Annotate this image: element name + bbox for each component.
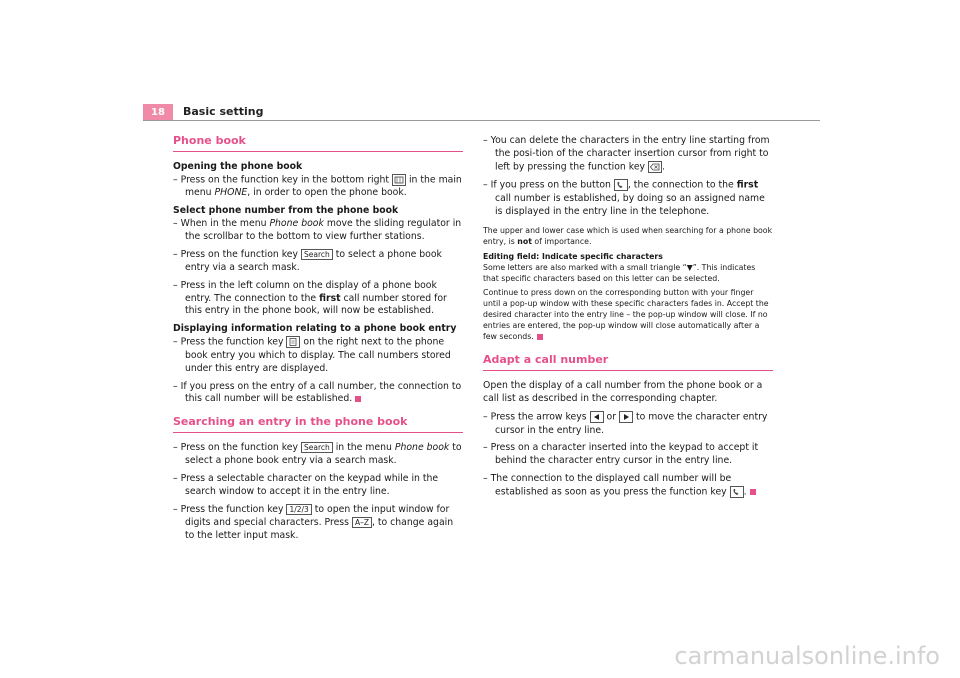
menu-name: Phone book <box>394 442 450 454</box>
dash: – <box>173 442 178 454</box>
watermark: carmanualsonline.info <box>674 642 940 670</box>
text: When in the menu <box>180 218 270 230</box>
text: or <box>603 411 619 423</box>
dash: – <box>173 248 178 260</box>
left-column <box>173 135 463 548</box>
text: Press on the function key <box>180 174 301 186</box>
dash: – <box>483 411 488 423</box>
list-item <box>173 174 463 200</box>
arrow-right-icon[interactable] <box>619 411 633 423</box>
dash: – <box>173 174 178 186</box>
special-characters-key[interactable]: 1/2/3 <box>286 504 311 515</box>
text: Continue to press down on the corresponding button with your finger until a pop-up window with these specific characters fades in. Accept the desired character into the entry line – the pop-up window will close. If no entries are entered, the pop-up window will close automatically after a few seconds. <box>483 288 769 341</box>
list-item <box>173 336 463 375</box>
backspace-icon[interactable] <box>648 161 662 173</box>
list-item <box>173 381 463 407</box>
list-item <box>173 249 463 275</box>
list-item <box>173 504 463 543</box>
subheading-opening: Opening the phone book <box>173 160 303 172</box>
text: call number is established, by doing so an assigned name is displayed in the entry line in the telephone. <box>495 192 765 217</box>
text: , in order to open the phone book. <box>247 187 407 199</box>
list-item <box>483 442 773 468</box>
text: Press on a character inserted into the keypad to accept it behind the character entry cursor in the entry line. <box>490 442 759 467</box>
heading-rule <box>173 432 463 433</box>
dash: – <box>483 442 488 454</box>
text: Press the function key <box>180 336 287 348</box>
text: in the menu <box>332 442 395 454</box>
menu-name: Phone book <box>269 218 324 230</box>
list-item <box>173 218 463 244</box>
emphasis: first <box>319 292 341 304</box>
text: . <box>662 161 665 173</box>
list-item <box>483 473 773 499</box>
text: Press the function key <box>180 503 287 515</box>
text: to move the character entry cursor in the entry line. <box>495 411 768 436</box>
dash: – <box>483 135 488 146</box>
list-item <box>173 442 463 468</box>
phone-keypad-icon[interactable] <box>392 174 406 186</box>
text: You can delete the characters in the entry line starting from the posi-tion of the character insertion cursor from right to left by pressing the function key <box>490 135 770 173</box>
dash: – <box>173 380 178 392</box>
search-key[interactable]: Search <box>301 249 333 260</box>
dash: – <box>483 179 488 191</box>
text: Press a selectable character on the keypad while in the search window to accept it in the entry line. <box>180 473 439 497</box>
dash: – <box>173 336 178 348</box>
text: Press on the function key <box>180 248 301 260</box>
text: on the right next to the phone book entry you which to display. The call numbers stored under this entry are displayed. <box>185 336 451 374</box>
text: to select a phone book entry via a search mask. <box>185 442 462 467</box>
section-end-marker <box>750 489 756 495</box>
text: call number stored for this entry in the phone book, will now be established. <box>185 292 447 317</box>
heading-phone-book: Phone book <box>173 134 246 147</box>
text: move the sliding regulator in the scrollbar to the bottom to view further stations. <box>185 218 462 242</box>
text: in the main menu <box>185 174 462 199</box>
text: Press in the left column on the display of a phone book entry. The connection to the <box>180 279 437 304</box>
text: If you press on the button <box>490 179 614 191</box>
text: If you press on the entry of a call number, the connection to this call number will be established. <box>180 380 462 405</box>
note-triangle: Some letters are also marked with a small triangle “▼”. This indicates that specific characters based on this letter can be selected. <box>483 262 756 283</box>
page-number: 18 <box>143 104 173 121</box>
subheading-displaying: Displaying information relating to a phone book entry <box>173 323 457 335</box>
text: to select a phone book entry via a search mask. <box>185 248 442 273</box>
arrow-left-icon[interactable] <box>590 411 604 423</box>
dash: – <box>173 279 178 291</box>
search-key[interactable]: Search <box>301 442 333 453</box>
heading-rule <box>173 151 463 152</box>
text: The connection to the displayed call number will be established as soon as you press the function key <box>490 473 732 498</box>
text: of importance. <box>531 237 592 247</box>
heading-searching: Searching an entry in the phone book <box>173 415 408 429</box>
dash: – <box>173 503 178 515</box>
letters-key[interactable]: A–Z <box>352 517 372 528</box>
list-item <box>483 179 773 218</box>
dash: – <box>483 473 488 485</box>
notes <box>483 226 773 342</box>
running-title: Basic setting <box>183 105 264 118</box>
text: , the connection to the <box>627 179 737 191</box>
list-item <box>173 473 463 499</box>
emphasis: not <box>517 237 532 247</box>
heading-rule <box>483 370 773 371</box>
text: , to change again to the letter input mask. <box>185 516 454 541</box>
paragraph-open-display: Open the display of a call number from the phone book or a call list as described in the corresponding chapter. <box>483 380 763 405</box>
section-end-marker <box>537 334 543 340</box>
heading-adapt: Adapt a call number <box>483 353 609 367</box>
text: in the bottom right <box>300 174 392 186</box>
list-item <box>173 280 463 319</box>
text: . <box>743 486 747 498</box>
menu-name: PHONE <box>214 187 248 199</box>
header-rule <box>143 120 820 121</box>
dash: – <box>173 218 178 230</box>
text: Press the arrow keys <box>490 411 590 423</box>
emphasis: first <box>736 179 759 191</box>
right-column <box>483 135 773 505</box>
text: The upper and lower case which is used when searching for a phone book entry, is <box>483 226 773 247</box>
note-title: Editing field: Indicate specific characters <box>483 252 663 262</box>
handset-icon[interactable] <box>730 486 744 498</box>
text: Press on the function key <box>180 442 301 454</box>
list-item <box>483 135 773 174</box>
subheading-select: Select phone number from the phone book <box>173 205 399 217</box>
text: to open the input window for digits and special characters. Press <box>185 503 450 528</box>
note-popup <box>483 288 773 342</box>
dash: – <box>173 473 178 485</box>
handset-icon[interactable] <box>614 179 628 191</box>
list-item <box>483 411 773 437</box>
note-case <box>483 226 773 248</box>
info-card-icon[interactable] <box>286 336 300 348</box>
section-end-marker <box>355 396 361 402</box>
